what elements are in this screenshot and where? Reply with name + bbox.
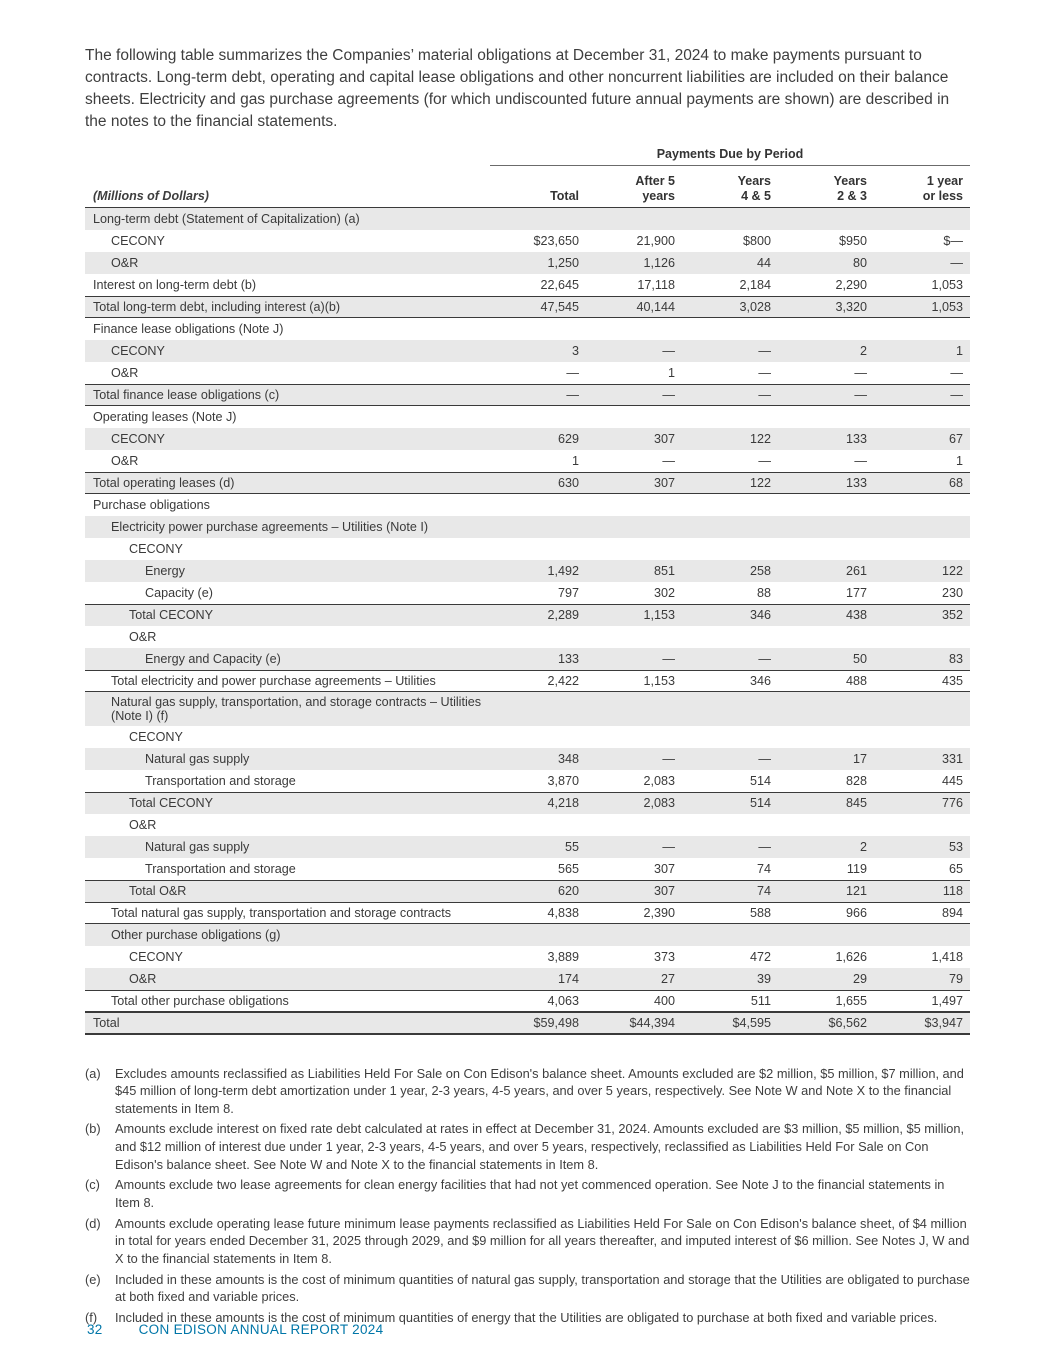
table-row bbox=[85, 252, 970, 274]
row-value bbox=[586, 414, 682, 420]
row-label: Transportation and storage bbox=[145, 773, 296, 788]
footnote-marker: (b) bbox=[85, 1121, 101, 1137]
row-value bbox=[682, 414, 778, 420]
group-header-row bbox=[85, 147, 970, 166]
table-row bbox=[85, 318, 970, 340]
row-label: CECONY bbox=[111, 343, 165, 358]
footnote-marker: (c) bbox=[85, 1177, 100, 1193]
row-label: Total bbox=[93, 1015, 120, 1030]
row-label: Finance lease obligations (Note J) bbox=[93, 321, 284, 336]
row-label: Transportation and storage bbox=[145, 861, 296, 876]
row-value: 2,184 bbox=[739, 277, 771, 292]
row-value: 74 bbox=[756, 884, 771, 898]
row-value bbox=[490, 414, 586, 420]
row-value: 118 bbox=[942, 884, 963, 898]
row-value: 629 bbox=[557, 431, 579, 446]
row-value: 302 bbox=[653, 585, 675, 600]
row-value: $— bbox=[943, 233, 963, 248]
row-value: 27 bbox=[660, 971, 675, 986]
table-column-headers bbox=[85, 166, 970, 208]
row-value: 2 bbox=[859, 343, 867, 358]
row-value: — bbox=[662, 839, 675, 854]
row-value: 4,838 bbox=[547, 905, 579, 920]
row-value: 845 bbox=[845, 796, 867, 810]
footnote-text: Amounts exclude two lease agreements for clean energy facilities that had not yet commenced operation. See Note J to the financial statements in Item 8. bbox=[115, 1177, 945, 1211]
row-value bbox=[874, 326, 970, 332]
table-row bbox=[85, 450, 970, 472]
table-row bbox=[85, 880, 970, 902]
row-value: 588 bbox=[749, 905, 771, 920]
table-row bbox=[85, 692, 970, 726]
row-value: 1,497 bbox=[931, 993, 963, 1008]
row-value: — bbox=[950, 365, 963, 380]
row-value: 1,492 bbox=[547, 563, 579, 578]
row-value bbox=[874, 216, 970, 222]
row-label: Total natural gas supply, transportation and storage contracts bbox=[111, 905, 451, 920]
row-value: 230 bbox=[941, 585, 963, 600]
row-value bbox=[778, 634, 874, 640]
row-value: 119 bbox=[846, 861, 867, 876]
row-value: 68 bbox=[948, 475, 963, 490]
footnote-marker: (a) bbox=[85, 1065, 101, 1081]
row-value: 620 bbox=[557, 884, 579, 898]
row-value: 29 bbox=[852, 971, 867, 986]
row-value: 2,289 bbox=[547, 608, 579, 622]
row-value: 307 bbox=[653, 884, 675, 898]
row-value: 3 bbox=[571, 343, 579, 358]
row-value bbox=[778, 932, 874, 938]
row-value: 122 bbox=[941, 563, 963, 578]
footnote bbox=[85, 1176, 970, 1211]
row-value: 511 bbox=[750, 993, 771, 1008]
row-value: 3,028 bbox=[739, 299, 771, 314]
row-value: — bbox=[854, 387, 867, 402]
row-value: 2,083 bbox=[643, 796, 675, 810]
table-row bbox=[85, 494, 970, 516]
footnote-marker: (f) bbox=[85, 1310, 98, 1326]
row-value bbox=[682, 216, 778, 222]
row-value: 894 bbox=[941, 905, 963, 920]
row-value: 438 bbox=[845, 608, 867, 622]
row-label: Interest on long-term debt (b) bbox=[93, 277, 257, 292]
footnotes bbox=[85, 1065, 970, 1327]
row-value bbox=[874, 546, 970, 552]
row-value: 346 bbox=[749, 608, 771, 622]
row-label: O&R bbox=[111, 365, 139, 380]
row-value: 1,655 bbox=[835, 993, 867, 1008]
row-value bbox=[490, 822, 586, 828]
row-value: 1,250 bbox=[547, 255, 579, 270]
row-value bbox=[490, 706, 586, 712]
row-value: 2,390 bbox=[643, 905, 675, 920]
row-label: Total electricity and power purchase agreements – Utilities bbox=[111, 673, 436, 688]
row-value: 17,118 bbox=[637, 277, 675, 292]
row-value: — bbox=[566, 365, 579, 380]
row-value: 261 bbox=[845, 563, 867, 578]
footnote-text: Included in these amounts is the cost of minimum quantities of natural gas supply, transportation and storage that the Utilities are obligated to purchase at both fixed and variable prices. bbox=[115, 1271, 970, 1305]
row-label: Total long-term debt, including interest (a)(b) bbox=[93, 299, 341, 314]
row-value bbox=[586, 634, 682, 640]
row-value: 1 bbox=[667, 365, 675, 380]
table-row bbox=[85, 968, 970, 990]
table-row bbox=[85, 428, 970, 450]
row-label: O&R bbox=[129, 817, 157, 832]
row-value bbox=[778, 216, 874, 222]
row-value: 258 bbox=[749, 563, 771, 578]
table-row bbox=[85, 726, 970, 748]
row-value: — bbox=[758, 365, 771, 380]
row-value: — bbox=[854, 365, 867, 380]
table-row bbox=[85, 560, 970, 582]
row-value: 1,153 bbox=[643, 608, 675, 622]
row-label: Natural gas supply bbox=[145, 839, 250, 854]
row-value: 435 bbox=[941, 673, 963, 688]
row-value: $4,595 bbox=[732, 1015, 771, 1030]
row-label: Total operating leases (d) bbox=[93, 475, 235, 490]
row-value bbox=[490, 326, 586, 332]
table-row bbox=[85, 340, 970, 362]
column-header: Years 4 & 5 bbox=[737, 174, 771, 203]
row-value bbox=[682, 524, 778, 530]
row-label: CECONY bbox=[111, 233, 165, 248]
footnote-text: Amounts exclude interest on fixed rate debt calculated at rates in effect at December 31, 2024. Amounts excluded are $3 million, $5 million, $5 million, and $12 million of interest due under 1 year, 2-3 years, 4-5 years, and over 5 years, respectively, reclassified as Liabilities Held For Sale on Con Edison's balance sheet. See Note W and Note X to the financial statements in Item 8. bbox=[115, 1121, 965, 1172]
row-value: 174 bbox=[557, 971, 579, 986]
table-row bbox=[85, 836, 970, 858]
row-label: Purchase obligations bbox=[93, 497, 210, 512]
row-label: Electricity power purchase agreements – Utilities (Note I) bbox=[111, 519, 429, 534]
row-value: 3,870 bbox=[547, 773, 579, 788]
table-row bbox=[85, 670, 970, 692]
column-header: 1 year or less bbox=[922, 174, 963, 203]
row-value: 1,053 bbox=[931, 299, 963, 314]
table-row bbox=[85, 648, 970, 670]
table-row bbox=[85, 814, 970, 836]
row-value: 133 bbox=[557, 651, 579, 666]
row-value bbox=[778, 822, 874, 828]
row-value: 47,545 bbox=[540, 299, 579, 314]
row-value: 17 bbox=[852, 751, 867, 766]
row-value: 88 bbox=[756, 585, 771, 600]
table-row bbox=[85, 1012, 970, 1035]
row-value bbox=[682, 634, 778, 640]
row-label: Natural gas supply, transportation, and storage contracts – Utilities (Note I) (f) bbox=[111, 694, 482, 723]
row-value: — bbox=[758, 839, 771, 854]
row-value bbox=[874, 932, 970, 938]
row-value: — bbox=[950, 255, 963, 270]
row-value bbox=[874, 734, 970, 740]
table-row bbox=[85, 924, 970, 946]
row-value bbox=[490, 634, 586, 640]
row-value: 514 bbox=[749, 773, 771, 788]
row-value bbox=[586, 932, 682, 938]
row-value: 966 bbox=[845, 905, 867, 920]
footnote bbox=[85, 1065, 970, 1118]
row-value bbox=[778, 546, 874, 552]
row-value: 1,626 bbox=[835, 949, 867, 964]
row-value: 40,144 bbox=[636, 299, 675, 314]
row-value: 83 bbox=[948, 651, 963, 666]
row-value: $44,394 bbox=[629, 1015, 675, 1030]
row-label: Energy bbox=[145, 563, 185, 578]
table-row bbox=[85, 604, 970, 626]
obligations-table bbox=[85, 147, 970, 1035]
row-value bbox=[778, 524, 874, 530]
row-value: 44 bbox=[756, 255, 771, 270]
table-row bbox=[85, 946, 970, 968]
row-value bbox=[778, 414, 874, 420]
row-value: 67 bbox=[948, 431, 963, 446]
row-value bbox=[490, 216, 586, 222]
column-header: After 5 years bbox=[635, 174, 675, 203]
row-value bbox=[874, 822, 970, 828]
row-label: Total O&R bbox=[129, 884, 187, 898]
row-value bbox=[490, 502, 586, 508]
row-label: Capacity (e) bbox=[145, 585, 213, 600]
row-label: O&R bbox=[111, 255, 139, 270]
row-value: — bbox=[758, 387, 771, 402]
row-value: 21,900 bbox=[636, 233, 675, 248]
table-body bbox=[85, 208, 970, 1035]
row-value: — bbox=[662, 453, 675, 468]
row-value: 2,422 bbox=[547, 673, 579, 688]
row-value: 39 bbox=[756, 971, 771, 986]
row-value bbox=[682, 326, 778, 332]
row-value bbox=[490, 546, 586, 552]
column-header: Total bbox=[550, 188, 579, 203]
row-value: 1,053 bbox=[931, 277, 963, 292]
table-row bbox=[85, 208, 970, 230]
row-label: O&R bbox=[111, 453, 139, 468]
row-value: — bbox=[854, 453, 867, 468]
table-row bbox=[85, 362, 970, 384]
row-value bbox=[778, 706, 874, 712]
footnote-text: Included in these amounts is the cost of minimum quantities of energy that the Utilities are obligated to purchase at both fixed and variable prices. bbox=[115, 1310, 938, 1326]
row-value: 851 bbox=[653, 563, 675, 578]
row-value bbox=[586, 546, 682, 552]
row-value bbox=[874, 706, 970, 712]
millions-of-dollars-label: (Millions of Dollars) bbox=[93, 188, 209, 203]
row-value: — bbox=[662, 343, 675, 358]
row-label: Total finance lease obligations (c) bbox=[93, 387, 280, 402]
row-value: 122 bbox=[749, 431, 771, 446]
row-value: $6,562 bbox=[828, 1015, 867, 1030]
row-label: Total other purchase obligations bbox=[111, 993, 289, 1008]
row-value: 4,218 bbox=[547, 796, 579, 810]
row-value bbox=[586, 502, 682, 508]
row-label: Natural gas supply bbox=[145, 751, 250, 766]
row-value: — bbox=[662, 651, 675, 666]
row-label: CECONY bbox=[129, 949, 183, 964]
row-value: 346 bbox=[749, 673, 771, 688]
table-row bbox=[85, 274, 970, 296]
row-value: 400 bbox=[653, 993, 675, 1008]
row-value: 4,063 bbox=[547, 993, 579, 1008]
footnote bbox=[85, 1120, 970, 1173]
row-value: $59,498 bbox=[533, 1015, 579, 1030]
row-value: — bbox=[662, 751, 675, 766]
row-value: — bbox=[758, 751, 771, 766]
row-value: 472 bbox=[749, 949, 771, 964]
row-label: Energy and Capacity (e) bbox=[145, 651, 281, 666]
row-value: 50 bbox=[852, 651, 867, 666]
footnote bbox=[85, 1271, 970, 1306]
row-value bbox=[874, 502, 970, 508]
row-value: 776 bbox=[941, 796, 963, 810]
row-value: 828 bbox=[845, 773, 867, 788]
row-value: 122 bbox=[749, 475, 771, 490]
row-value bbox=[682, 822, 778, 828]
row-value: 488 bbox=[845, 673, 867, 688]
row-value: $23,650 bbox=[533, 233, 579, 248]
row-value bbox=[490, 932, 586, 938]
row-value bbox=[682, 706, 778, 712]
row-value: 1 bbox=[571, 453, 579, 468]
row-label: CECONY bbox=[129, 729, 183, 744]
row-value: 79 bbox=[948, 971, 963, 986]
table-row bbox=[85, 858, 970, 880]
table-row bbox=[85, 538, 970, 560]
table-row bbox=[85, 626, 970, 648]
row-value: 22,645 bbox=[540, 277, 579, 292]
row-value: $3,947 bbox=[924, 1015, 963, 1030]
row-value: 2,083 bbox=[643, 773, 675, 788]
row-value bbox=[490, 524, 586, 530]
footnote bbox=[85, 1215, 970, 1268]
page-number: 32 bbox=[87, 1322, 103, 1337]
page-footer bbox=[87, 1322, 383, 1337]
row-label: Long-term debt (Statement of Capitalization) (a) bbox=[93, 211, 360, 226]
footnote-text: Amounts exclude operating lease future minimum lease payments reclassified as Liabilities Held For Sale on Con Edison's balance sheet, of $4 million in total for years ended December 31, 2025 through 2029, and $9 million for all years thereafter, and imputed interest of $6 million. See Notes J, W and X to the financial statements in Item 8. bbox=[115, 1215, 970, 1267]
footnote-text: Excludes amounts reclassified as Liabilities Held For Sale on Con Edison's balance sheet. Amounts excluded are $2 million, $5 million, $7 million, and $45 million of long-term debt amortization under 1 year, 2-3 years, 4-5 years, and over 5 years, respectively. See Note W and Note X to the financial statements in Item 8. bbox=[115, 1065, 964, 1116]
row-value: 352 bbox=[941, 608, 963, 622]
row-value bbox=[874, 524, 970, 530]
row-value: 514 bbox=[749, 796, 771, 810]
row-value: 53 bbox=[948, 839, 963, 854]
row-value: 445 bbox=[941, 773, 963, 788]
row-value: — bbox=[566, 387, 579, 402]
intro-paragraph: The following table summarizes the Companies’ material obligations at December 31, 2024 to make payments pursuant to contracts. Long-term debt, operating and capital lease obligations and other noncurrent liabilities are included on their balance sheets. Electricity and gas purchase agreements (for which undiscounted future annual payments are shown) are described in the notes to the financial statements. bbox=[85, 47, 950, 130]
row-value: 74 bbox=[756, 861, 771, 876]
row-value bbox=[778, 734, 874, 740]
row-value bbox=[682, 546, 778, 552]
row-value: 2,290 bbox=[835, 277, 867, 292]
row-value: 80 bbox=[852, 255, 867, 270]
row-label: O&R bbox=[129, 971, 157, 986]
row-value: 1 bbox=[955, 343, 963, 358]
footnote-marker: (d) bbox=[85, 1215, 101, 1231]
row-value: — bbox=[662, 387, 675, 402]
row-value: — bbox=[950, 387, 963, 402]
row-value: 797 bbox=[557, 585, 579, 600]
row-value: $800 bbox=[742, 233, 771, 248]
row-label: CECONY bbox=[111, 431, 165, 446]
row-value: 133 bbox=[845, 475, 867, 490]
row-value bbox=[586, 734, 682, 740]
table-row bbox=[85, 792, 970, 814]
table-row bbox=[85, 770, 970, 792]
table-group-header: Payments Due by Period bbox=[490, 147, 970, 166]
row-value: 133 bbox=[845, 431, 867, 446]
row-value: 373 bbox=[653, 949, 675, 964]
row-value: 121 bbox=[845, 884, 867, 898]
table-row bbox=[85, 406, 970, 428]
row-value bbox=[586, 216, 682, 222]
row-value: $950 bbox=[838, 233, 867, 248]
row-value: 307 bbox=[653, 861, 675, 876]
table-row bbox=[85, 582, 970, 604]
row-value: 55 bbox=[564, 839, 579, 854]
row-value: 177 bbox=[845, 585, 867, 600]
table-row bbox=[85, 516, 970, 538]
row-value: 565 bbox=[557, 861, 579, 876]
row-value bbox=[490, 734, 586, 740]
row-label: O&R bbox=[129, 629, 157, 644]
row-value: — bbox=[758, 453, 771, 468]
table-row bbox=[85, 990, 970, 1012]
footnote-marker: (e) bbox=[85, 1271, 101, 1287]
row-value bbox=[586, 706, 682, 712]
row-value: 2 bbox=[859, 839, 867, 854]
row-value: 3,889 bbox=[547, 949, 579, 964]
row-label: Operating leases (Note J) bbox=[93, 409, 237, 424]
table-row bbox=[85, 384, 970, 406]
row-value bbox=[874, 414, 970, 420]
row-value: 307 bbox=[653, 475, 675, 490]
row-value: 65 bbox=[948, 861, 963, 876]
row-value bbox=[586, 822, 682, 828]
row-value bbox=[682, 502, 778, 508]
row-value: 1 bbox=[955, 453, 963, 468]
row-value bbox=[682, 932, 778, 938]
row-value bbox=[874, 634, 970, 640]
row-value: 307 bbox=[653, 431, 675, 446]
row-value: 331 bbox=[941, 751, 963, 766]
row-label: Total CECONY bbox=[129, 608, 213, 622]
row-value bbox=[586, 524, 682, 530]
row-value: 3,320 bbox=[835, 299, 867, 314]
table-row bbox=[85, 230, 970, 252]
row-value: — bbox=[758, 343, 771, 358]
row-value bbox=[586, 326, 682, 332]
row-label: CECONY bbox=[129, 541, 183, 556]
row-value bbox=[682, 734, 778, 740]
row-value: — bbox=[758, 651, 771, 666]
row-label: Total CECONY bbox=[129, 796, 213, 810]
report-title: CON EDISON ANNUAL REPORT 2024 bbox=[138, 1322, 384, 1337]
row-value: 1,153 bbox=[643, 673, 675, 688]
row-label: Other purchase obligations (g) bbox=[111, 927, 281, 942]
row-value: 348 bbox=[557, 751, 579, 766]
table-row bbox=[85, 472, 970, 494]
row-value bbox=[778, 502, 874, 508]
row-value bbox=[778, 326, 874, 332]
row-value: 630 bbox=[557, 475, 579, 490]
table-row bbox=[85, 902, 970, 924]
row-value: 1,126 bbox=[643, 255, 675, 270]
row-value: 1,418 bbox=[931, 949, 963, 964]
column-header: Years 2 & 3 bbox=[833, 174, 867, 203]
table-row bbox=[85, 296, 970, 318]
table-row bbox=[85, 748, 970, 770]
